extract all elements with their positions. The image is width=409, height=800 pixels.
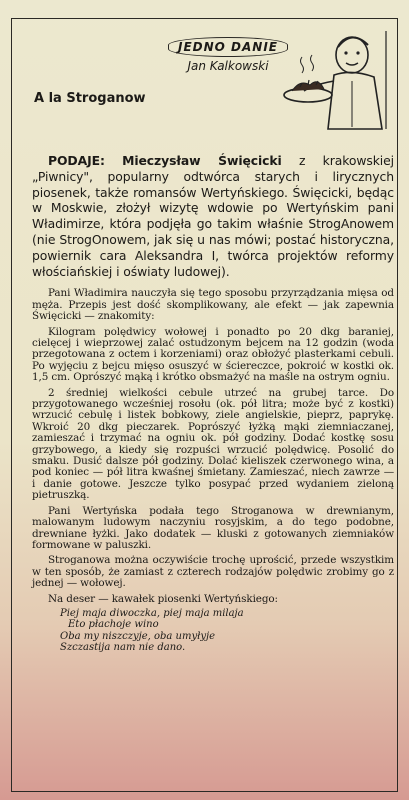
- column-title: JEDNO DANIE: [168, 37, 288, 57]
- paragraph-6: Na deser — kawałek piosenki Wertyńskiego:: [48, 592, 278, 605]
- column-author: Jan Kalkowski: [187, 59, 269, 73]
- song-lyrics: [32, 608, 394, 654]
- paragraph-3: 2 średniej wielkości cebule utrzeć na grubej tarce. Do przygotowanego wcześniej rosołu (ok. pół litra; może być z kostki) wrzucić cebulę i listek bobkowy, ziele angielskie, pieprz, paprykę. Wkroić 20 dkg pieczarek. Poprószyć łyżką mąki ziemniaczanej, zamieszać i trzymać na ogniu ok. pół godziny. Dodać kostkę sosu grzybowego, a kiedy się rozpuści wrzucić polędwicę. Posolić do smaku. Dusić dalsze pół godziny. Dolać kieliszek czerwonego wina, a pod koniec — pół litra kwaśnej śmietany. Zamieszać, niech zawrze — i danie gotowe. Jeszcze tylko posypać przed wydaniem zieloną pietruszką.: [32, 386, 394, 502]
- lead-text: z krakowskiej „Piwnicy", popularny odtwórca starych i lirycznych piosenek, także romansów Wertyńskiego. Święcicki, będąc w Moskwie, złożył wizytę wdowie po Wertyńskim pani Władimirze, która podjęła go takim właśnie StrogAnowem (nie StrogOnowem, jak się u nas mówi; postać historyczna, powiernik cara Aleksandra I, twórca projektów reformy włościańskiej i oświaty ludowej).: [32, 153, 395, 279]
- paragraph-1: Pani Władimira nauczyła się tego sposobu przyrządzania mięsa od męża. Przepis jest dość skomplikowany, ale efekt — jak zapewnia Święcicki — znakomity:: [32, 287, 394, 323]
- paragraph-4: Pani Wertyńska podała tego Stroganowa w drewnianym, malowanym ludowym naczyniu rosyjskim, a do tego podobne, drewniane łyżki. Jako dodatek — kluski z gotowanych ziemniaków formowane w paluszki.: [32, 504, 394, 551]
- song-line: Szczastija nam nie dano.: [60, 642, 186, 654]
- article-body: [32, 153, 394, 654]
- lead-label: PODAJE:: [48, 153, 105, 168]
- lead-paragraph: [32, 153, 394, 279]
- song-line: Piej maja diwoczka, piej maja milaja: [60, 607, 244, 619]
- song-line: Oba my niszczyje, oba umyłyje: [60, 630, 216, 642]
- article-title: A la Stroganow: [34, 91, 146, 106]
- article-frame: [11, 18, 398, 792]
- paragraph-5: Stroganowa można oczywiście trochę uprościć, przede wszystkim w ten sposób, że zamiast z czterech rodzajów polędwic zrobimy go z jednej — wołowej.: [32, 554, 394, 590]
- chef-illustration-icon: [282, 25, 394, 131]
- song-line: Eto płachoje wino: [68, 619, 159, 631]
- paragraph-2: Kilogram polędwicy wołowej i ponadto po 20 dkg baraniej, cielęcej i wieprzowej zalać ostudzonym bejcem na 12 godzin (woda przegotowana z octem i korzeniami) oraz obłożyć plasterkami cebuli. Po wyjęciu z bejcu mięso osuszyć w ściereczce, pokroić w kostki ok. 1,5 cm. Oprószyć mąką i krótko obsmażyć na maśle na ostrym ogniu.: [32, 325, 394, 384]
- column-masthead: [168, 37, 286, 93]
- article-header: [12, 19, 397, 131]
- lead-name: Mieczysław Święcicki: [122, 153, 282, 168]
